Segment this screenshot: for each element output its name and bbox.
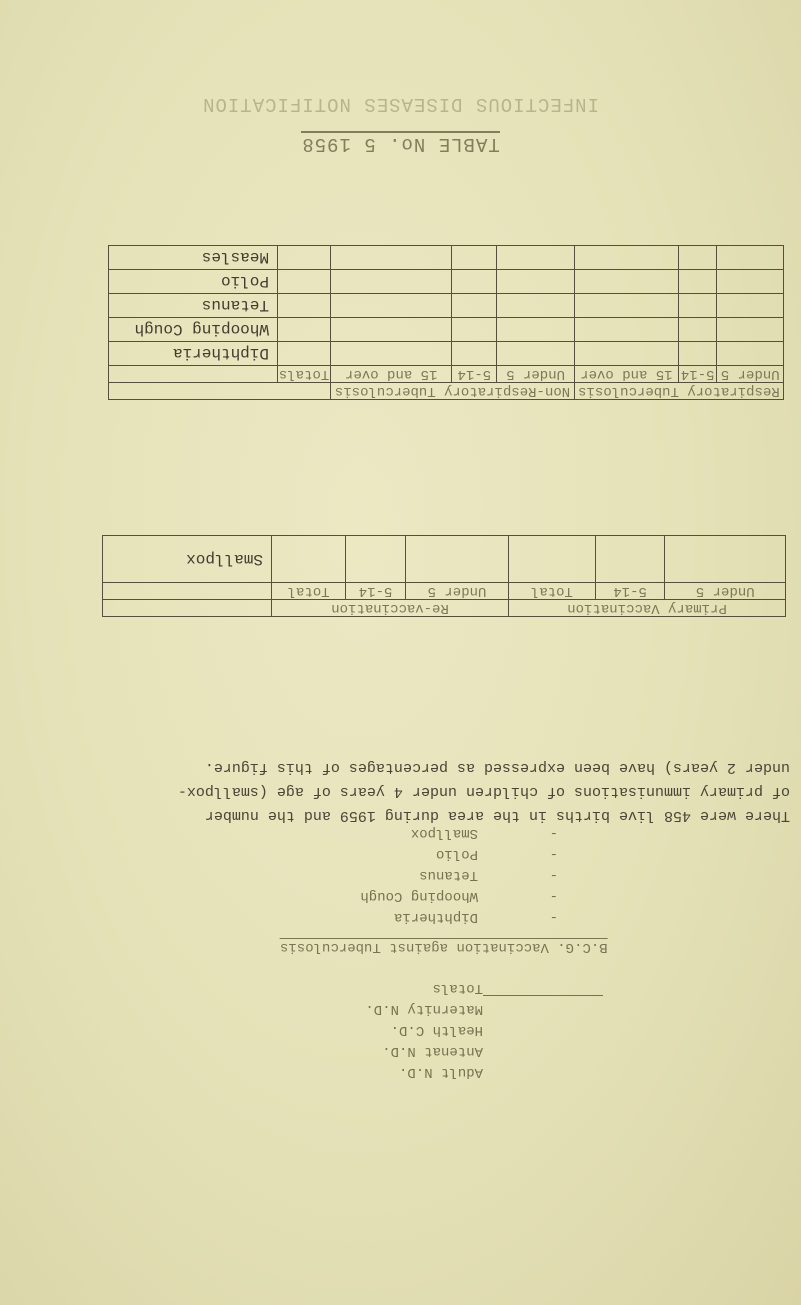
item-value [483, 975, 603, 996]
col-header: Under 5 [665, 583, 786, 600]
list-item: - Whooping Cough [278, 883, 618, 904]
cell [665, 536, 786, 583]
item-value [558, 904, 618, 925]
cell [331, 318, 452, 342]
col-header: 5-14 [346, 583, 406, 600]
cell [272, 536, 346, 583]
item-name: Diphtheria [393, 909, 478, 925]
cell [717, 318, 784, 342]
immunisation-percentages [278, 820, 618, 925]
item-name: Antenat N.D. [382, 1043, 483, 1059]
table-row [109, 270, 784, 294]
cell [678, 294, 717, 318]
item-value [483, 1059, 603, 1080]
cell [678, 342, 717, 366]
item-value [483, 1017, 603, 1038]
row-label: Polio [109, 270, 278, 294]
page-heading-2: TABLE No. 5 1958 [301, 133, 500, 155]
paragraph-line: There were 458 live births in the area during 1959 and the number [204, 807, 790, 824]
cell [278, 318, 331, 342]
cell [331, 294, 452, 318]
col-header: Under 5 [405, 583, 508, 600]
cell [717, 270, 784, 294]
table-row [103, 536, 786, 583]
col-header: Totals [278, 366, 330, 382]
cell [595, 536, 665, 583]
cell [497, 270, 575, 294]
item-name: Totals [432, 980, 483, 996]
item-value [483, 1038, 603, 1059]
item-value [558, 862, 618, 883]
item-name: Adult N.D. [398, 1064, 483, 1080]
cell [678, 270, 717, 294]
list-item [283, 1059, 603, 1080]
row-label: Measles [109, 246, 278, 270]
item-value [483, 996, 603, 1017]
births-paragraph [78, 755, 790, 827]
item-name: Polio [435, 846, 478, 862]
table-row [109, 294, 784, 318]
cell [574, 246, 678, 270]
item-value [558, 841, 618, 862]
item-name: Tetanus [419, 867, 478, 883]
col-header: Under 5 [717, 366, 784, 383]
cell [452, 246, 497, 270]
row-header-col [103, 583, 272, 600]
list-item-total [283, 975, 603, 996]
col-header: 5-14 [595, 583, 665, 600]
cell [278, 246, 331, 270]
tuberculosis-table [108, 245, 784, 400]
bcg-cases-list [283, 975, 603, 1080]
item-value [558, 883, 618, 904]
list-item: - Smallpox [278, 820, 618, 841]
cell [509, 536, 596, 583]
cell [574, 318, 678, 342]
cell [452, 294, 497, 318]
table-row [109, 318, 784, 342]
group-header [109, 383, 331, 400]
cell [346, 536, 406, 583]
cell [574, 270, 678, 294]
cell [497, 246, 575, 270]
col-header: 5-14 [452, 366, 497, 383]
cell [497, 342, 575, 366]
col-header: 5-14 [678, 366, 717, 383]
cell [452, 318, 497, 342]
list-item [283, 1017, 603, 1038]
table-row [109, 342, 784, 366]
list-item: - Tetanus [278, 862, 618, 883]
paragraph-line: of primary immunisations of children under 4 years of age (smallpox- [177, 783, 790, 800]
list-item: - Polio [278, 841, 618, 862]
cell [331, 342, 452, 366]
item-name: Maternity N.D. [365, 1001, 483, 1017]
section-title: B.C.G. Vaccination against Tuberculosis [280, 939, 608, 955]
row-label: Whooping Cough [109, 318, 278, 342]
cell [497, 318, 575, 342]
row-label: Tetanus [109, 294, 278, 318]
col-header: Under 5 [497, 366, 575, 383]
cell [717, 294, 784, 318]
cell [278, 342, 331, 366]
paragraph-line: under 2 years) have been expressed as percentages of this figure. [204, 759, 790, 776]
row-header-col [103, 600, 272, 617]
group-header: Re-vaccination [272, 600, 509, 617]
col-header: 15 and over [331, 366, 452, 383]
table-row [109, 246, 784, 270]
cell [331, 246, 452, 270]
group-header: Respiratory Tuberculosis [574, 383, 783, 400]
cell [278, 270, 331, 294]
cell [717, 342, 784, 366]
list-item: - Diphtheria [278, 904, 618, 925]
cell [452, 342, 497, 366]
col-header: 15 and over [574, 366, 678, 383]
group-header: Primary Vaccination [509, 600, 786, 617]
list-item [283, 1038, 603, 1059]
cell [405, 536, 508, 583]
cell [278, 294, 331, 318]
cell [717, 246, 784, 270]
item-name: Whooping Cough [360, 888, 478, 904]
cell [574, 342, 678, 366]
cell [678, 246, 717, 270]
item-name: Smallpox [410, 825, 478, 841]
row-label: Diphtheria [109, 342, 278, 366]
item-value [558, 820, 618, 841]
vaccination-table [102, 535, 786, 617]
cell [574, 294, 678, 318]
list-item [283, 996, 603, 1017]
page-heading-1: INFECTIOUS DISEASES NOTIFICATION [202, 93, 599, 115]
cell [497, 294, 575, 318]
row-header-col [109, 366, 278, 383]
col-header: Total [509, 583, 596, 600]
group-header: Non-Respiratory Tuberculosis [331, 383, 575, 400]
cell [452, 270, 497, 294]
cell [678, 318, 717, 342]
col-header: Total [272, 583, 346, 600]
item-name: Health C.D. [390, 1022, 483, 1038]
row-label: Smallpox [103, 536, 272, 583]
cell [331, 270, 452, 294]
